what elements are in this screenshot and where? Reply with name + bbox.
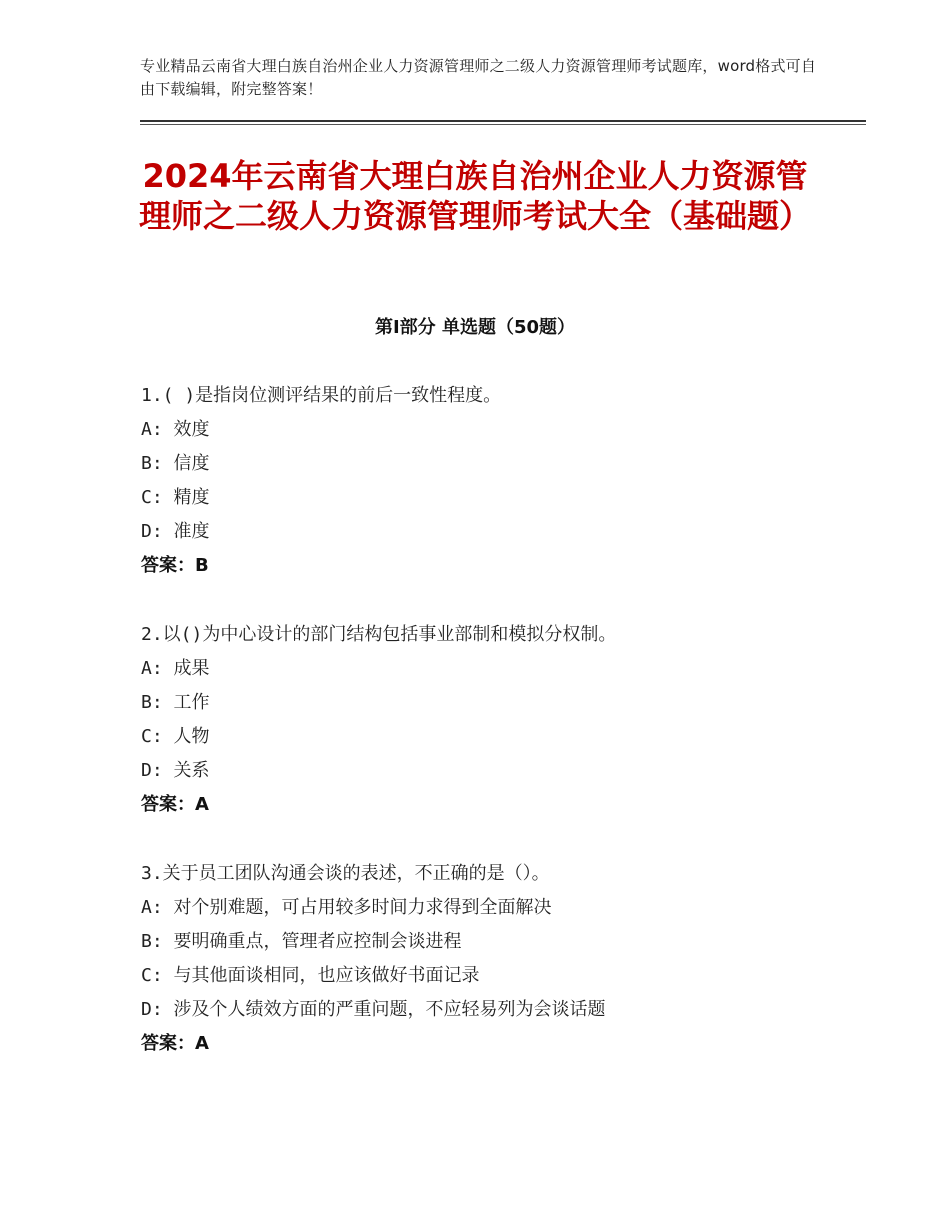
option-b: B: 工作 — [141, 692, 210, 713]
option-d: D: 涉及个人绩效方面的严重问题，不应轻易列为会谈话题 — [141, 999, 606, 1020]
question-stem: 1.( )是指岗位测评结果的前后一致性程度。 — [141, 385, 502, 406]
option-d: D: 准度 — [141, 521, 210, 542]
option-a: A: 效度 — [141, 419, 210, 440]
option-c: C: 精度 — [141, 487, 210, 508]
option-a: A: 成果 — [141, 658, 210, 679]
question-2 — [141, 618, 841, 822]
option-a: A: 对个别难题，可占用较多时间力求得到全面解决 — [141, 897, 552, 918]
section-heading: 第Ⅰ部分 单选题（50题） — [374, 317, 575, 338]
question-stem: 3.关于员工团队沟通会谈的表述，不正确的是（）。 — [141, 863, 550, 884]
document-title: 2024年云南省大理白族自治州企业人力资源管理师之二级人力资源管理师考试大全（基础题） — [138, 157, 811, 235]
option-c: C: 人物 — [141, 726, 210, 747]
option-b: B: 信度 — [141, 453, 210, 474]
answer-line: 答案：B — [141, 555, 209, 576]
header-divider-thick — [140, 120, 866, 122]
header-divider-thin — [140, 124, 866, 125]
question-1 — [141, 379, 841, 583]
question-3 — [141, 857, 841, 1061]
option-c: C: 与其他面谈相同，也应该做好书面记录 — [141, 965, 480, 986]
answer-line: 答案：A — [141, 794, 209, 815]
answer-line: 答案：A — [141, 1033, 209, 1054]
option-b: B: 要明确重点，管理者应控制会谈进程 — [141, 931, 462, 952]
header-divider — [140, 120, 866, 125]
option-d: D: 关系 — [141, 760, 210, 781]
header-note: 专业精品云南省大理白族自治州企业人力资源管理师之二级人力资源管理师考试题库，word格式可自由下载编辑，附完整答案！ — [140, 57, 817, 98]
question-stem: 2.以()为中心设计的部门结构包括事业部制和模拟分权制。 — [141, 624, 617, 645]
